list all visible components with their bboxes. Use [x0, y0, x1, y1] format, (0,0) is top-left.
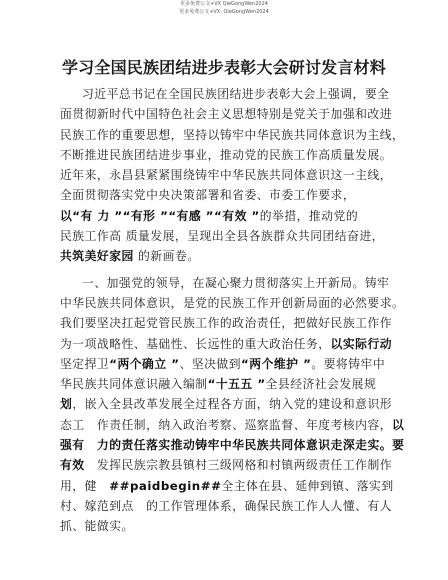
text-line	[60, 185, 402, 205]
text-line	[60, 476, 402, 496]
text-line	[60, 226, 402, 246]
text-segment: ，嵌入全县改革发展全过程各方面，纳入党的建设和意识形	[72, 397, 393, 412]
text-segment: 全主体在县、延伸到镇、落实到	[221, 478, 394, 493]
text-segment: 民族工作的重要思想，坚持以铸牢中华民族共同体意识为主线，	[60, 127, 405, 142]
bold-text-segment: “两个确立 ”	[109, 356, 180, 371]
text-line	[60, 334, 402, 354]
text-line	[60, 165, 402, 185]
paragraph-2	[60, 273, 405, 537]
bold-text-segment: 。要	[379, 438, 405, 453]
text-segment: 我们要坚决扛起党管民族工作的政治责任，把做好民族工作作	[60, 316, 393, 331]
text-line	[60, 496, 402, 516]
text-segment: 面贯彻新时代中国特色社会主义思想特别是党关于加强和改进	[60, 107, 393, 122]
text-line	[60, 104, 402, 124]
text-line	[60, 145, 402, 165]
document-title: 学习全国民族团结进步表彰大会研讨发言材料	[61, 58, 386, 77]
text-segment: 近年来，永昌县紧紧围绕铸牢中华民族共同体意识这一主线，	[60, 168, 393, 183]
text-segment: 全县经济社会发展规	[265, 377, 377, 392]
text-line	[60, 293, 405, 313]
text-line	[60, 206, 402, 226]
paragraph-1	[60, 84, 405, 267]
text-segment: 一、加强党的领导，在凝心聚力贯彻落实上开新局。铸牢	[82, 275, 390, 290]
text-line	[60, 374, 402, 394]
text-line	[60, 415, 405, 435]
text-line	[60, 354, 402, 374]
watermark-line-2: 更多免费公文+VX: QieGongWen2024	[179, 9, 269, 15]
text-line	[60, 394, 402, 414]
bold-text-segment: “两个维护 ”	[241, 356, 312, 371]
bold-text-segment: 推动	[170, 438, 196, 453]
text-segment: 的举措，推动党的	[259, 208, 359, 223]
text-segment: 态工 作责任制，纳入政治考察、巡察监督、年度考核内容，	[60, 417, 393, 432]
text-segment: 。要将铸牢中	[311, 356, 386, 371]
bold-text-segment: 以实际行动	[330, 336, 393, 351]
watermark-line-1: 更多免费公文+VX QieGongWen2024	[180, 1, 268, 7]
bold-text-segment: 有效	[60, 458, 97, 473]
text-segment: 抓、能做实。	[60, 519, 134, 534]
text-segment: 习近平总书记在全国民族团结进步表彰大会上强调，要全	[82, 87, 390, 101]
text-segment: 坚定捍卫	[60, 356, 110, 371]
bold-text-segment: 共筑美好家园	[60, 249, 134, 264]
document-body	[60, 84, 405, 537]
text-line	[60, 313, 402, 333]
bold-text-segment: 以	[392, 417, 405, 432]
text-segment: 不断推进民族团结进步事业，推动党的民族工作高质量发展。	[60, 147, 393, 162]
text-segment: 的新画卷。	[133, 249, 200, 264]
bold-text-segment: “十五五 ”	[207, 377, 266, 392]
bold-text-segment: 划	[60, 397, 73, 412]
text-line	[60, 435, 405, 455]
text-line	[60, 246, 402, 266]
bold-text-segment: 以“有 力 ”“有形 ”“有感 ”“有效 ”	[60, 208, 260, 223]
text-line	[60, 516, 402, 536]
text-segment: 全面贯彻落实党中央决策部署和省委、市委工作要求，	[60, 188, 356, 203]
text-line	[60, 455, 402, 475]
text-segment: 中华民族共同体意识，是党的民族工作开创新局面的必然要求。	[60, 295, 405, 310]
text-segment: 、坚决做到	[179, 356, 242, 371]
text-segment: 发挥民族宗教县镇村三级网格和村镇两级责任工作制作	[96, 458, 393, 473]
text-line	[60, 273, 402, 293]
bold-text-segment: 强有 力的责任落实	[60, 438, 171, 453]
text-segment: 为一项战略性、基础性、长远性的重大政治任务，	[60, 336, 331, 351]
text-segment: 民族工作高 质量发展，呈现出全县各族群众共同团结奋进，	[60, 229, 384, 244]
text-line	[60, 125, 405, 145]
text-segment: 用，健	[60, 478, 110, 493]
text-line	[60, 84, 402, 104]
text-segment: 华民族共同体意识融入编制	[60, 377, 208, 392]
text-segment: 村、嫁范到点 的工作管理体系，确保民族工作人人懂、有人	[60, 498, 393, 513]
bold-text-segment: ##paidbegin##	[109, 478, 222, 493]
bold-text-segment: 铸牢中华民族共同体意识走深走实	[195, 438, 380, 453]
